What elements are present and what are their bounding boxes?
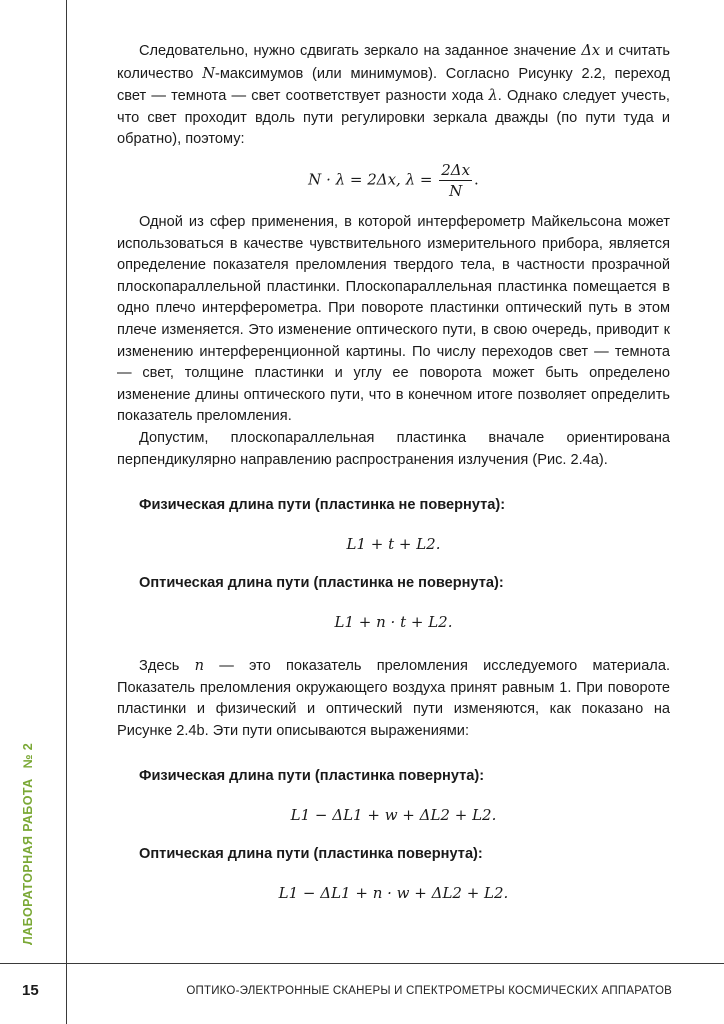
formula-optical-unrotated: L1 + n · t + L2. xyxy=(334,613,453,632)
n-symbol: N xyxy=(202,64,215,82)
heading-physical-rotated: Физическая длина пути (пластинка повернута): xyxy=(139,768,485,785)
formula-wavelength: N · λ = 2Δx, λ = $\frac{2\Delta x}{N}$ . xyxy=(308,160,479,200)
side-running-label xyxy=(21,743,35,945)
lambda-symbol: λ xyxy=(488,87,498,105)
formula-fraction: $\frac{2\Delta x}{N}$ xyxy=(441,160,471,200)
formula-optical-rotated: L1 − ΔL1 + n · w + ΔL2 + L2. xyxy=(278,884,509,903)
paragraph-1: Следовательно, нужно сдвигать зеркало на заданное значение Δx и считать количество N-максимумов (или минимумов). Согласно Рисунку 2.2, переход свет — темнота — свет соответствует разности хода λ. Однако следует учесть, что свет проходит вдоль пути регулировки зеркала дважды (по пути туда и обратно), поэтому: xyxy=(117,42,670,148)
page-body xyxy=(117,40,670,902)
heading-optical-rotated: Оптическая длина пути (пластинка повернута): xyxy=(139,846,483,863)
side-label-number: № 2 xyxy=(21,742,35,769)
formula-physical-rotated: L1 − ΔL1 + w + ΔL2 + L2. xyxy=(290,806,497,825)
heading-optical-unrotated: Оптическая длина пути (пластинка не повернута): xyxy=(139,575,504,592)
formula-physical-unrotated: L1 + t + L2. xyxy=(346,535,441,554)
paragraph-3: Допустим, плоскопараллельная пластинка вначале ориентирована перпендикулярно направлению распространения излучения (Рис. 2.4a). xyxy=(117,429,670,468)
side-label-text: ЛАБОРАТОРНАЯ РАБОТА xyxy=(21,778,35,945)
delta-x-symbol: Δx xyxy=(581,42,601,59)
page-number: 15 xyxy=(22,982,39,999)
n-refraction-symbol: n xyxy=(194,657,204,675)
footer-book-title: ОПТИКО-ЭЛЕКТРОННЫЕ СКАНЕРЫ И СПЕКТРОМЕТРЫ КОСМИЧЕСКИХ АППАРАТОВ xyxy=(186,985,672,997)
margin-vertical-rule xyxy=(66,0,67,1024)
paragraph-2: Одной из сфер применения, в которой интерферометр Майкельсона может использоваться в качестве чувствительного измерительного прибора, является определение показателя преломления твердого тела, в частности прозрачной плоскопараллельной пластинки. Плоскопараллельная пластинка помещается в одно плечо интерферометра. При повороте пластинки оптический путь в этом плече изменяется. Это изменение оптического пути, в свою очередь, приводит к изменению интерференционной картины. По числу переходов свет — темнота — свет, толщине пластинки и углу ее поворота может быть определено изменение длины оптического пути, что в конечном итоге позволяет определить показатель преломления. xyxy=(117,213,670,425)
paragraph-4: Здесь n — это показатель преломления исследуемого материала. Показатель преломления окружающего воздуха принят равным 1. При повороте пластинки и физический и оптический пути изменяются, как показано на Рисунке 2.4b. Эти пути описываются выражениями: xyxy=(117,657,670,739)
heading-physical-unrotated: Физическая длина пути (пластинка не повернута): xyxy=(139,497,506,514)
footer-horizontal-rule xyxy=(0,963,724,964)
